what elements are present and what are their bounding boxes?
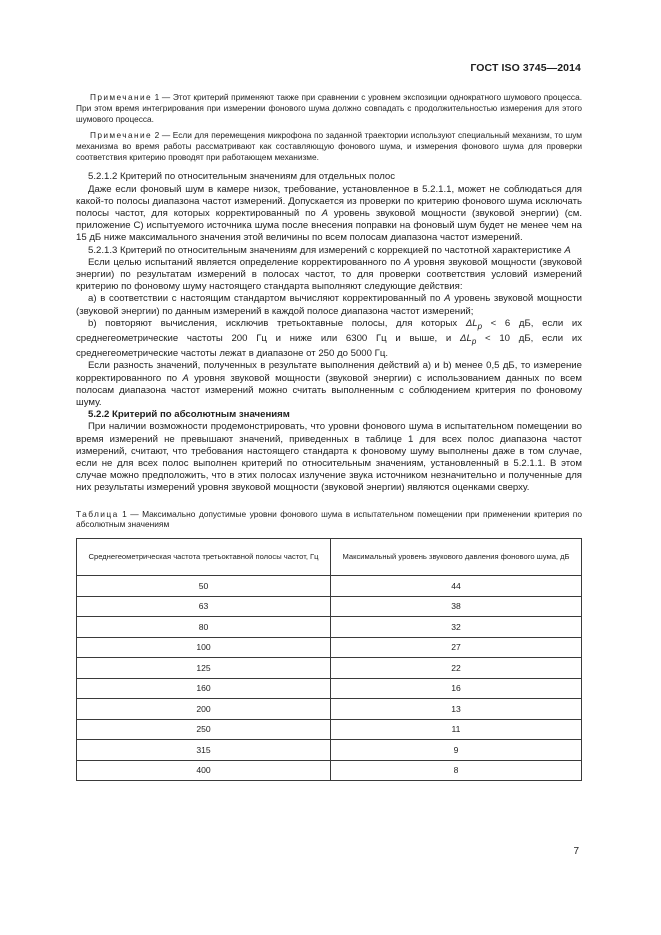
- column-header-level: Максимальный уровень звукового давления фонового шума, дБ: [331, 539, 582, 576]
- note-2: Примечание 2 — Если для перемещения микрофона по заданной траектории используют специальный механизм, то шум механизма во время работы рассматривают как составляющую фонового шума, и измерения фонового шума для проверки соответствия критерию проводят при работающем механизме.: [76, 129, 582, 162]
- section-5-2-1-2-heading: 5.2.1.2 Критерий по относительным значениям для отдельных полос: [88, 171, 396, 183]
- frequency-cell: 400: [77, 760, 331, 781]
- level-cell: 13: [331, 699, 582, 720]
- level-cell: 9: [331, 740, 582, 761]
- table-row: [77, 617, 582, 638]
- column-header-frequency: Среднегеометрическая частота третьоктавной полосы частот, Гц: [77, 539, 331, 576]
- table-row: [77, 678, 582, 699]
- table-row: [77, 596, 582, 617]
- frequency-cell: 200: [77, 699, 331, 720]
- frequency-cell: 250: [77, 719, 331, 740]
- note-1: Примечание 1 — Этот критерий применяют также при сравнении с уровнем экспозиции однократного шумового процесса. При этом время интегрирования при измерении фонового шума должно совпадать с продолжительностью измерения для этого шумового процесса.: [76, 92, 582, 124]
- table-row: [77, 637, 582, 658]
- level-cell: 11: [331, 719, 582, 740]
- step-a: a) в соответствии с настоящим стандартом вычисляют корректированный по А уровень звуковой мощности (звуковой энергии) по данным измерений в каждой полосе диапазона частот измерений;: [76, 293, 582, 317]
- level-cell: 22: [331, 658, 582, 679]
- table-row: [77, 576, 582, 597]
- level-cell: 32: [331, 617, 582, 638]
- section-5-2-2-heading: 5.2.2 Критерий по абсолютным значениям: [88, 409, 290, 421]
- section-5-2-2-text: При наличии возможности продемонстрировать, что уровни фонового шума в испытательном помещении во время измерений не превышают значений, приведенных в таблице 1 для всех полос диапазона частот измерений, считают, что требования настоящего стандарта к фоновому шуму выполнены даже в том случае, если не для всех полос выполнен критерий по относительным значениям, установленный в 5.2.1.1. В этом случае можно предположить, что в этих полосах излучение звука источником незначительно и полученные для них результаты измерений уровня звуковой мощности (звуковой энергии) являются оценками сверху.: [76, 421, 582, 494]
- level-cell: 16: [331, 678, 582, 699]
- level-cell: 27: [331, 637, 582, 658]
- section-5-2-1-3-conclusion: Если разность значений, полученных в результате выполнения действий a) и b) менее 0,5 дБ, то измерение корректированного по А уровня звуковой мощности (звуковой энергии) с использованием данных по всем полосам диапазона частот измерений можно считать выполненным с соблюдением критерия по фоновому шуму.: [76, 360, 582, 408]
- table-row: [77, 719, 582, 740]
- background-noise-table: [76, 538, 582, 781]
- level-cell: 8: [331, 760, 582, 781]
- note-label: Примечание: [90, 129, 153, 140]
- table-row: [77, 740, 582, 761]
- document-body: [76, 92, 582, 781]
- level-cell: 44: [331, 576, 582, 597]
- section-5-2-1-3-heading: 5.2.1.3 Критерий по относительным значениям для измерений с коррекцией по частотной характеристике А: [88, 244, 571, 256]
- frequency-cell: 125: [77, 658, 331, 679]
- step-b: b) повторяют вычисления, исключив третьоктавные полосы, для которых $\Delta L_p < 6$ дБ, если их среднегеометрические частоты 200 Гц и ниже или 6300 Гц и выше, и $\Delta L_p < 10$ дБ, если их среднегеометрические частоты лежат в диапазоне от 250 до 5000 Гц.: [76, 317, 583, 360]
- table-caption: Таблица 1 — Максимально допустимые уровни фонового шума в испытательном помещении при применении критерия по абсолютным значениям: [76, 508, 582, 530]
- table-row: [77, 760, 582, 781]
- frequency-cell: 315: [77, 740, 331, 761]
- document-id-header: ГОСТ ISO 3745—2014: [470, 62, 581, 74]
- level-cell: 38: [331, 596, 582, 617]
- section-5-2-1-3-text: Если целью испытаний является определение корректированного по А уровня звуковой мощности (звуковой энергии) по результатам измерений в полосах частот, то для проверки соответствия условий измерений критерию по фоновому шуму настоящего стандарта выполняют следующие действия:: [76, 256, 582, 293]
- frequency-cell: 80: [77, 617, 331, 638]
- frequency-cell: 100: [77, 637, 331, 658]
- frequency-cell: 50: [77, 576, 331, 597]
- note-label: Примечание: [90, 92, 153, 102]
- table-row: [77, 699, 582, 720]
- table-row: [77, 658, 582, 679]
- page-number: 7: [573, 846, 579, 857]
- frequency-cell: 160: [77, 678, 331, 699]
- frequency-cell: 63: [77, 596, 331, 617]
- section-5-2-1-2-text: Даже если фоновый шум в камере низок, требование, установленное в 5.2.1.1, может не соблюдаться для какой-то полосы диапазона частот измерений. Допускается из проверки по критерию фонового шума исключать полосы частот, для которых корректированный по А уровень звуковой мощности (звуковой энергии) (см. приложение С) испытуемого источника шума после внесения поправки на фоновый шум будет не менее чем на 15 дБ ниже максимального значения этой величины по всем полосам диапазона частот измерений.: [76, 183, 582, 244]
